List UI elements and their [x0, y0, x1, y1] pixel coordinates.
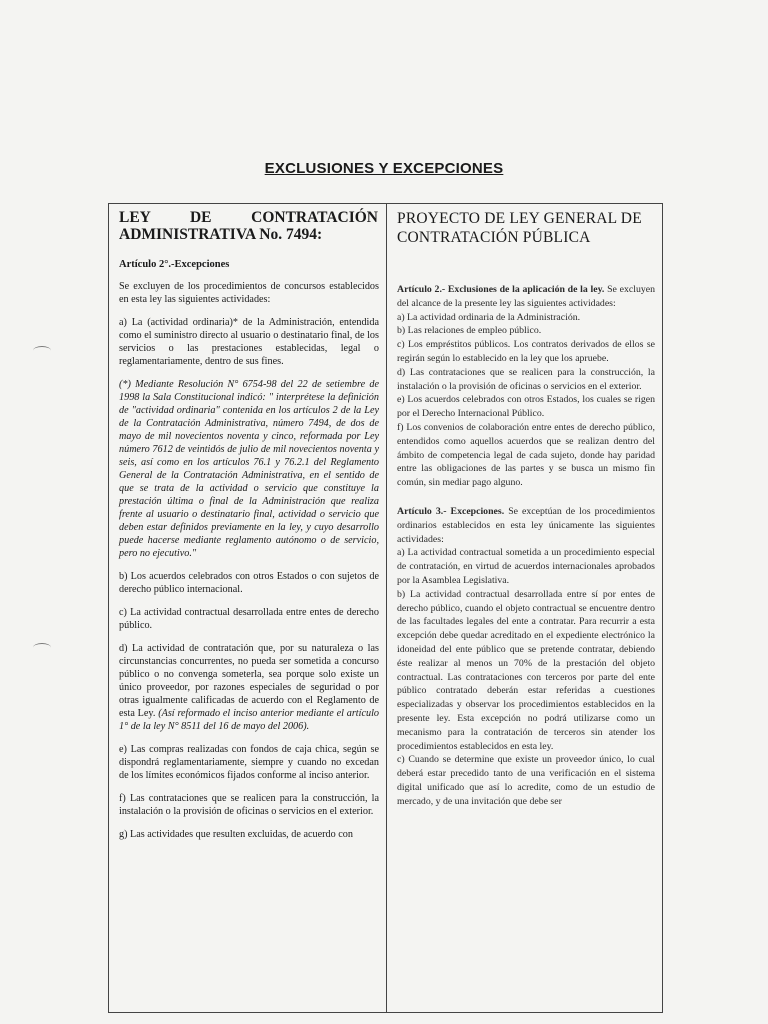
article-2-item: f) Los convenios de colaboración entre entes de derecho público, entendidos como aquellos acuerdos que se realizan dentro del ámbito de competencia legal de cada sujeto, donde hay paridad entre las obligaciones de las partes y se busca un mismo fin común, sin mediar pago alguno.	[397, 421, 655, 489]
left-paragraph: c) La actividad contractual desarrollada entre entes de derecho público.	[119, 607, 379, 631]
margin-mark	[33, 643, 51, 652]
left-reform-note: (Así reformado el inciso anterior mediante el artículo 1° de la ley N° 8511 del 16 de mayo del 2006).	[119, 708, 380, 732]
left-paragraph: b) Los acuerdos celebrados con otros Estados o con sujetos de derecho público internacional.	[119, 571, 379, 595]
left-heading-line2: ADMINISTRATIVA No. 7494:	[119, 226, 323, 243]
right-column	[387, 204, 663, 1013]
margin-mark	[33, 346, 51, 355]
article-3-intro: Se exceptúan de los procedimientos ordinarios establecidos en esta ley únicamente las siguientes actividades:	[397, 505, 655, 545]
article-2-item: c) Los empréstitos públicos. Los contratos derivados de ellos se regirán según lo establecido en la ley que los apruebe.	[397, 339, 655, 364]
left-paragraph	[109, 642, 386, 733]
article-3-item: c) Cuando se determine que existe un proveedor único, lo cual deberá estar precedido tanto de una verificación en el sistema digital unificado que así lo acredite, como de un estudio de mercado, y de una invitación que debe ser	[397, 754, 655, 807]
article-2-item: e) Los acuerdos celebrados con otros Estados, los cuales se rigen por el Derecho Internacional Público.	[397, 394, 655, 420]
left-paragraph: f) Las contrataciones que se realicen para la construcción, la instalación o la provisión de oficinas o servicios en el exterior.	[119, 793, 379, 817]
article-3-label: Artículo 3.- Excepciones.	[397, 505, 505, 517]
article-2	[387, 283, 662, 311]
left-paragraph: g) Las actividades que resulten excluidas, de acuerdo con	[119, 829, 353, 840]
article-2-intro: Se excluyen del alcance de la presente ley las siguientes actividades:	[397, 284, 655, 309]
article-2-item: d) Las contrataciones que se realicen para la construcción, la instalación o la provisión de oficinas o servicios en el exterior.	[397, 366, 655, 392]
page-title: EXCLUSIONES Y EXCEPCIONES	[264, 160, 504, 177]
left-paragraph: Se excluyen de los procedimientos de concursos establecidos en esta ley las siguientes actividades:	[119, 281, 379, 305]
left-paragraph: e) Las compras realizadas con fondos de caja chica, según se dispondrá reglamentariamente, siempre y cuando no excedan de los límites económicos fijados conforme al inciso anterior.	[119, 744, 379, 781]
right-heading: PROYECTO DE LEY GENERAL DE CONTRATACIÓN PÚBLICA	[397, 210, 642, 246]
article-3-item: a) La actividad contractual sometida a un procedimiento especial de contratación, en virtud de acuerdos internacionales aprobados por la Asamblea Legislativa.	[397, 547, 655, 586]
comparison-table	[108, 203, 663, 1013]
left-column	[109, 204, 387, 1013]
article-2-item: b) Las relaciones de empleo público.	[397, 325, 542, 337]
article-3-item: b) La actividad contractual desarrollada entre sí por entes de derecho público, cuando el objeto contractual se encuentre dentro de las facultades legales del ente a contratar. Para recurrir a esta excepción debe quedar acreditado en el expediente electrónico la idoneidad del ente público que se pretende contratar, debiendo éste realizar al menos un 70% de la prestación del objeto contractual. Las contrataciones con terceros por parte del ente público contratado deberán estar referidas a cuestiones especializadas y observar los procedimientos establecidos en la presente ley. Esta excepción no podrá utilizarse como un mecanismo para la contratación de terceros sin atender los procedimientos establecidos en esta ley.	[397, 588, 655, 752]
left-item-d: d) La actividad de contratación que, por su naturaleza o las circunstancias concurrentes, no pueda ser sometida a concurso público o no convenga someterla, sea porque solo existe un único proveedor, por razones especiales de seguridad o por otras igualmente calificadas de acuerdo con el Reglamento de esta Ley.	[119, 643, 379, 719]
left-subheading: Artículo 2°.-Excepciones	[119, 259, 230, 270]
left-heading-line1: LEY DE CONTRATACIÓN	[119, 209, 378, 226]
left-paragraph: a) La (actividad ordinaria)* de la Administración, entendida como el suministro directo al usuario o destinatario final, de los servicios o las prestaciones establecidas, legal o reglamentariamente, dentro de sus fines.	[119, 317, 379, 367]
left-note: (*) Mediante Resolución N° 6754-98 del 22 de setiembre de 1998 la Sala Constitucional indicó: " interprétese la definición de "actividad ordinaria" contenida en los artículos 2 de la Ley de la Contratación Administrativa, número 7494, de dos de mayo de mil novecientos noventa y cinco, reformada por Ley número 7612 de veintidós de julio de mil novecientos noventa y seis, así como en los artículos 76.1 y 76.2.1 del Reglamento General de la Contratación Administrativa, en el sentido de que se trata de la actividad o servicio que constituye la prestación última o final de la Administración que realiza frente al usuario o destinatario final, actividad o servicio que deben estar definidos previamente en la ley, y cuyo desarrollo puede hacerse mediante reglamento autónomo o de servicio, pero no ejecutivo."	[119, 379, 379, 559]
article-2-item: a) La actividad ordinaria de la Administración.	[397, 311, 581, 323]
article-2-label: Artículo 2.- Exclusiones de la aplicación de la ley.	[397, 284, 605, 295]
article-3	[387, 505, 662, 546]
